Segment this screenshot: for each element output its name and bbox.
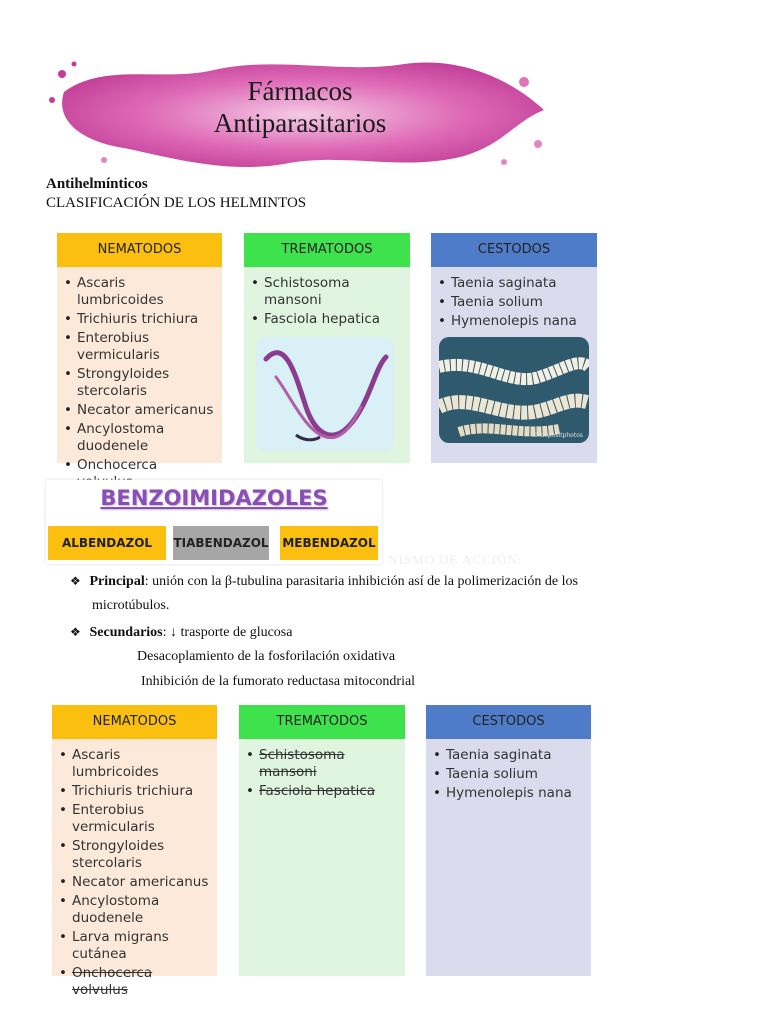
- benzoimidazoles-title: BENZOIMIDAZOLES: [100, 486, 328, 510]
- list-item: • Taenia saginata: [451, 275, 591, 292]
- section-heading-antihelminticos: Antihelmínticos: [46, 176, 148, 192]
- card-title: NEMATODOS: [57, 233, 222, 267]
- list-item: • Ancylostoma duodenele: [72, 893, 211, 927]
- card-title: NEMATODOS: [52, 705, 217, 739]
- nematodos-list-2: [52, 739, 217, 999]
- list-item: • Taenia solium: [451, 294, 591, 311]
- card-trematodos-2: [239, 705, 405, 976]
- list-item: • Necator americanus: [72, 874, 211, 891]
- secundarios-label: Secundarios: [89, 625, 163, 640]
- title-line-1: Fármacos: [247, 76, 353, 106]
- schistosoma-image: [256, 337, 394, 451]
- list-item-struck: • Onchocerca volvulus: [72, 965, 211, 999]
- secundarios-line-3: Inhibición de la fumorato reductasa mitocondrial: [141, 674, 416, 689]
- principal-text: : unión con la β-tubulina parasitaria inhibición así de la polimerización de los: [144, 574, 578, 589]
- principal-label: Principal: [89, 574, 145, 589]
- list-item: • Trichiuris trichiura: [72, 783, 211, 800]
- drug-tiabendazol: TIABENDAZOL: [173, 526, 269, 560]
- tapeworm-image: [439, 337, 589, 443]
- photo-credit: © depositphotos: [532, 432, 583, 439]
- secundarios-text: : ↓ trasporte de glucosa: [162, 625, 293, 640]
- list-item: • Ancylostoma duodenele: [77, 421, 216, 455]
- title-line-2: Antiparasitarios: [213, 108, 387, 138]
- list-item: • Onchocerca: [77, 457, 216, 491]
- cestodos-list: [431, 267, 597, 330]
- list-item: • Necator americanus: [77, 402, 216, 419]
- nematodos-list: [57, 267, 222, 491]
- diamond-bullet-icon: ❖: [70, 625, 81, 639]
- list-item: • Fasciola hepatica: [264, 311, 404, 328]
- list-item: • Enterobius vermicularis: [77, 330, 216, 364]
- card-cestodos: [431, 233, 597, 463]
- trematodos-list-2: [239, 739, 405, 800]
- list-item: • Taenia solium: [446, 766, 585, 783]
- list-item: • Trichiuris trichiura: [77, 311, 216, 328]
- list-item: • Taenia saginata: [446, 747, 585, 764]
- list-item: • Strongyloides stercolaris: [72, 838, 211, 872]
- diamond-bullet-icon: ❖: [70, 574, 81, 588]
- card-title: CESTODOS: [431, 233, 597, 267]
- secundarios-paragraph: [70, 622, 292, 643]
- drug-mebendazol: MEBENDAZOL: [280, 526, 378, 560]
- list-item: • Enterobius vermicularis: [72, 802, 211, 836]
- section-heading-clasificacion: CLASIFICACIÓN DE LOS HELMINTOS: [46, 195, 307, 211]
- list-item-struck: • Fasciola hepatica: [259, 783, 399, 800]
- card-nematodos: [57, 233, 222, 473]
- benzoimidazoles-box: [46, 480, 382, 564]
- drug-albendazol: ALBENDAZOL: [48, 526, 166, 560]
- list-item: • Ascaris lumbricoides: [72, 747, 211, 781]
- card-nematodos-2: [52, 705, 217, 998]
- list-item-struck: • Schistosoma mansoni: [259, 747, 399, 781]
- faint-heading: NISMO DE ACCIÓN:: [388, 552, 523, 567]
- trematodos-list: [244, 267, 410, 328]
- card-title: TREMATODOS: [244, 233, 410, 267]
- list-item: • Ascaris lumbricoides: [77, 275, 216, 309]
- card-cestodos-2: [426, 705, 591, 976]
- card-title: TREMATODOS: [239, 705, 405, 739]
- list-item: • Strongyloides stercolaris: [77, 366, 216, 400]
- list-item: • Hymenolepis nana: [446, 785, 585, 802]
- principal-text-continued: microtúbulos.: [92, 598, 170, 613]
- list-item: • Hymenolepis nana: [451, 313, 591, 330]
- card-trematodos: [244, 233, 410, 463]
- cestodos-list-2: [426, 739, 591, 802]
- secundarios-line-2: Desacoplamiento de la fosforilación oxidativa: [137, 649, 396, 664]
- list-item: • Larva migrans cutánea: [72, 929, 211, 963]
- card-title: CESTODOS: [426, 705, 591, 739]
- list-item: • Schistosoma mansoni: [264, 275, 404, 309]
- principal-paragraph: [70, 571, 670, 592]
